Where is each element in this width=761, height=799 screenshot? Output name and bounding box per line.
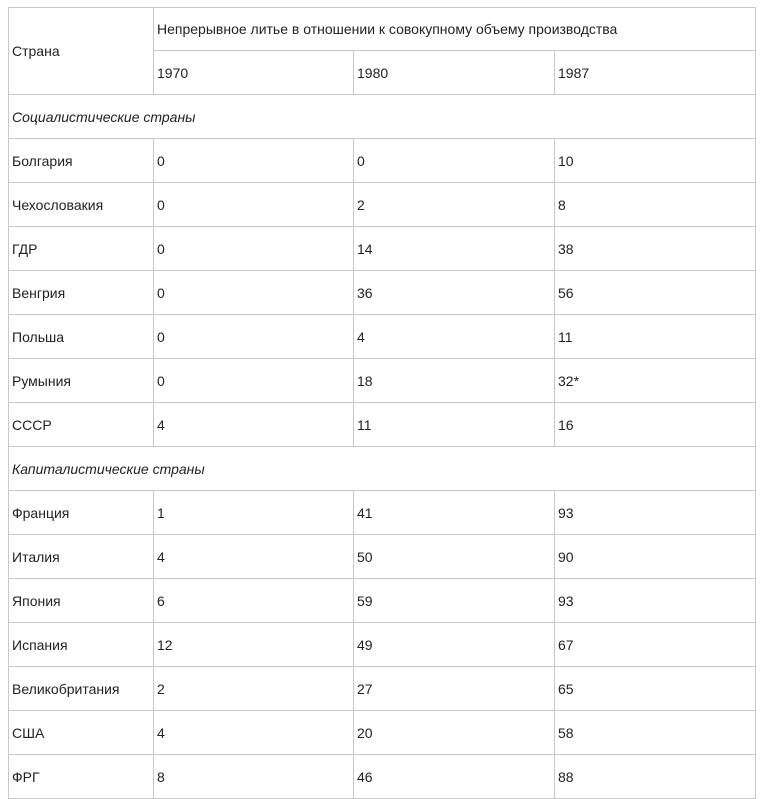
value-cell-1980: 20	[354, 711, 555, 755]
header-country: Страна	[9, 8, 154, 95]
country-cell: Польша	[9, 315, 154, 359]
country-cell: Венгрия	[9, 271, 154, 315]
country-cell: Чехословакия	[9, 183, 154, 227]
value-cell-1980: 59	[354, 579, 555, 623]
country-cell: США	[9, 711, 154, 755]
value-cell-1970: 12	[154, 623, 354, 667]
value-cell-1987: 65	[555, 667, 756, 711]
value-cell-1987: 67	[555, 623, 756, 667]
value-cell-1970: 8	[154, 755, 354, 799]
value-cell-1980: 11	[354, 403, 555, 447]
table-row	[9, 535, 756, 579]
continuous-casting-table	[8, 7, 756, 799]
section-title: Социалистические страны	[9, 95, 756, 139]
value-cell-1980: 4	[354, 315, 555, 359]
country-cell: Румыния	[9, 359, 154, 403]
country-cell: Италия	[9, 535, 154, 579]
value-cell-1987: 93	[555, 491, 756, 535]
table-row	[9, 227, 756, 271]
section-row-capitalist	[9, 447, 756, 491]
value-cell-1970: 0	[154, 359, 354, 403]
header-year: 1970	[154, 51, 354, 95]
header-year: 1987	[555, 51, 756, 95]
value-cell-1970: 0	[154, 271, 354, 315]
country-cell: ГДР	[9, 227, 154, 271]
value-cell-1980: 2	[354, 183, 555, 227]
country-cell: Испания	[9, 623, 154, 667]
value-cell-1987: 32*	[555, 359, 756, 403]
table-row	[9, 755, 756, 799]
value-cell-1987: 16	[555, 403, 756, 447]
value-cell-1980: 49	[354, 623, 555, 667]
value-cell-1987: 8	[555, 183, 756, 227]
country-cell: ФРГ	[9, 755, 154, 799]
value-cell-1987: 58	[555, 711, 756, 755]
value-cell-1980: 14	[354, 227, 555, 271]
value-cell-1980: 50	[354, 535, 555, 579]
section-row-socialist	[9, 95, 756, 139]
country-cell: Япония	[9, 579, 154, 623]
value-cell-1970: 2	[154, 667, 354, 711]
value-cell-1970: 4	[154, 535, 354, 579]
table-row	[9, 403, 756, 447]
table-row	[9, 359, 756, 403]
table-row	[9, 711, 756, 755]
value-cell-1970: 0	[154, 315, 354, 359]
value-cell-1970: 0	[154, 227, 354, 271]
value-cell-1987: 10	[555, 139, 756, 183]
table-row	[9, 491, 756, 535]
value-cell-1987: 93	[555, 579, 756, 623]
country-cell: Болгария	[9, 139, 154, 183]
value-cell-1980: 36	[354, 271, 555, 315]
value-cell-1987: 38	[555, 227, 756, 271]
country-cell: Великобритания	[9, 667, 154, 711]
header-row	[9, 8, 756, 51]
value-cell-1987: 11	[555, 315, 756, 359]
section-title: Капиталистические страны	[9, 447, 756, 491]
table-row	[9, 139, 756, 183]
country-cell: Франция	[9, 491, 154, 535]
value-cell-1970: 1	[154, 491, 354, 535]
value-cell-1987: 56	[555, 271, 756, 315]
value-cell-1987: 90	[555, 535, 756, 579]
value-cell-1970: 0	[154, 139, 354, 183]
table-row	[9, 271, 756, 315]
value-cell-1970: 6	[154, 579, 354, 623]
header-group: Непрерывное литье в отношении к совокупному объему производства	[154, 8, 756, 51]
header-year: 1980	[354, 51, 555, 95]
value-cell-1980: 27	[354, 667, 555, 711]
value-cell-1987: 88	[555, 755, 756, 799]
value-cell-1980: 0	[354, 139, 555, 183]
value-cell-1970: 4	[154, 711, 354, 755]
country-cell: СССР	[9, 403, 154, 447]
table-row	[9, 667, 756, 711]
value-cell-1980: 18	[354, 359, 555, 403]
table-row	[9, 579, 756, 623]
table-row	[9, 183, 756, 227]
table-row	[9, 315, 756, 359]
value-cell-1980: 46	[354, 755, 555, 799]
value-cell-1970: 4	[154, 403, 354, 447]
value-cell-1980: 41	[354, 491, 555, 535]
table-body	[9, 8, 756, 799]
value-cell-1970: 0	[154, 183, 354, 227]
table-row	[9, 623, 756, 667]
